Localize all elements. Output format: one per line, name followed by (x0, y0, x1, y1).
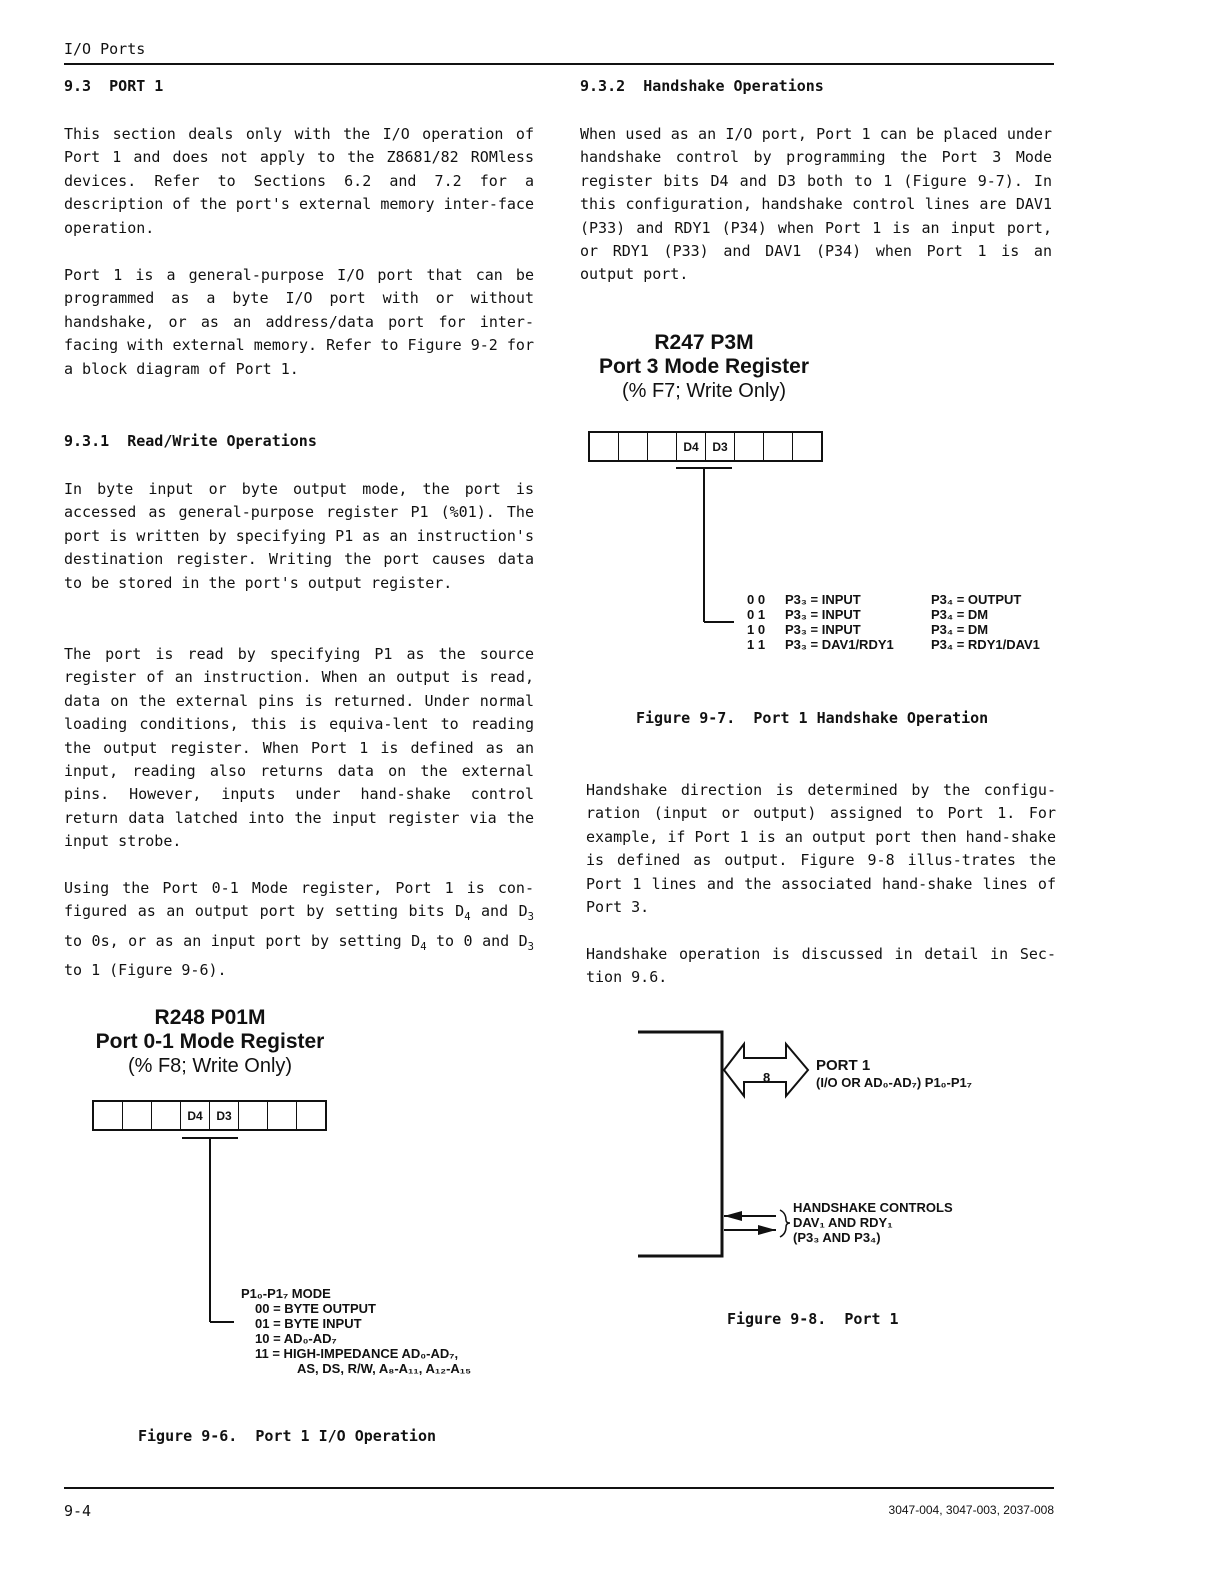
document-numbers: 3047-004, 3047-003, 2037-008 (888, 1503, 1054, 1517)
running-header: I/O Ports (64, 40, 146, 58)
mode-row: 00 = BYTE OUTPUT (255, 1301, 376, 1316)
bit-cell (123, 1102, 152, 1129)
mode-table-p3m (747, 592, 1040, 652)
subscript: 4 (464, 911, 471, 924)
port1-title: PORT 1 (816, 1057, 871, 1074)
bit-cell-d3: D3 (706, 433, 735, 460)
text-part: to 0 and D (426, 931, 528, 950)
mode-row: 01 = BYTE INPUT (255, 1316, 362, 1331)
text-part: to 1 (Figure 9-6). (64, 961, 227, 980)
register-bit-box-p01m (92, 1100, 327, 1131)
register-address: (% F7; Write Only) (621, 380, 787, 402)
paragraph-byte-mode: In byte input or byte output mode, the port is accessed as general-purpose register P1 (%01). The port is written by specifying P1 as an instruction's destination register. Writing the port causes data to be stored in the port's output register. (64, 480, 534, 592)
figure-9-7-caption: Figure 9-7. Port 1 Handshake Operation (636, 709, 989, 727)
paragraph-mode-register (64, 877, 534, 983)
mode-title: P1₀-P1₇ MODE (241, 1286, 331, 1301)
p33-setting: P3₃ = INPUT (785, 607, 861, 622)
p33-setting: P3₃ = INPUT (785, 592, 861, 607)
mode-row (747, 607, 1040, 622)
mode-row: 10 = AD₀-AD₇ (255, 1331, 337, 1346)
mode-row (747, 622, 1040, 637)
register-description: Port 0-1 Mode Register (95, 1030, 325, 1053)
register-title-p01m (60, 1006, 360, 1078)
p34-setting: P3₄ = OUTPUT (931, 592, 1022, 607)
p33-setting: P3₃ = DAV1/RDY1 (785, 637, 894, 652)
bit-cell (297, 1102, 325, 1129)
bit-cell (239, 1102, 268, 1129)
bit-values: 1 1 (747, 637, 766, 652)
p34-setting: P3₄ = DM (931, 622, 989, 637)
bit-cell (648, 433, 677, 460)
bit-cell (764, 433, 793, 460)
figure-9-8-caption: Figure 9-8. Port 1 (727, 1310, 899, 1328)
register-name: R247 P3M (654, 331, 754, 354)
bit-cell (94, 1102, 123, 1129)
port1-label (816, 1057, 972, 1090)
text-part: to 0s, or as an input port by setting D (64, 931, 421, 950)
page-number: 9-4 (64, 1502, 92, 1520)
bit-cell (619, 433, 648, 460)
bit-cell (152, 1102, 181, 1129)
mode-row (747, 637, 1040, 652)
register-name: R248 P01M (154, 1006, 266, 1029)
register-description: Port 3 Mode Register (598, 355, 810, 378)
p34-setting: P3₄ = DM (931, 607, 989, 622)
p34-setting: P3₄ = RDY1/DAV1 (931, 637, 1040, 652)
paragraph-handshake-direction: Handshake direction is determined by the configu-ration (input or output) assigned to Port 1. For example, if Port 1 is an output port then hand-shake is defined as output. Figure 9-8 illus-trates the Port 1 lines and the associated hand-shake lines of Port 3. (586, 781, 1056, 917)
text-part: and D (470, 902, 528, 921)
subscript: 4 (420, 940, 427, 953)
bit-cell-d4: D4 (181, 1102, 210, 1129)
heading-handshake: 9.3.2 Handshake Operations (580, 77, 824, 95)
p33-setting: P3₃ = INPUT (785, 622, 861, 637)
mode-row-continued: AS, DS, R/W, A₈-A₁₁, A₁₂-A₁₅ (297, 1361, 472, 1376)
bit-cell-d4: D4 (677, 433, 706, 460)
connector-lines-fig97 (670, 462, 750, 632)
bit-values: 1 0 (747, 622, 766, 637)
subscript: 3 (527, 940, 534, 953)
mode-row: 11 = HIGH-IMPEDANCE AD₀-AD₇, (255, 1346, 459, 1361)
port1-subtitle: (I/O OR AD₀-AD₇) P1₀-P1₇ (816, 1075, 972, 1090)
bit-cell (735, 433, 764, 460)
paragraph-handshake-control: When used as an I/O port, Port 1 can be placed under handshake control by programming the Port 3 Mode register bits D4 and D3 both to 1 (Figure 9-7). In this configuration, handshake control lines are DAV1 (P33) and RDY1 (P34) when Port 1 is an input port, or RDY1 (P33) and DAV1 (P34) when Port 1 is an output port. (580, 125, 1052, 284)
bit-cell (268, 1102, 297, 1129)
text-part: Using the Port 0-1 Mode register, Port 1 is con-figured as an output port by setting bits D (64, 879, 534, 921)
register-bit-box-p3m (588, 431, 823, 462)
handshake-pins: (P3₃ AND P3₄) (793, 1230, 881, 1245)
handshake-controls-label (793, 1200, 953, 1245)
heading-read-write: 9.3.1 Read/Write Operations (64, 432, 317, 450)
paragraph-port-read: The port is read by specifying P1 as the source register of an instruction. When an output is read, data on the external pins is returned. Under normal loading conditions, this is equiva-lent to reading the output register. When Port 1 is defined as an input, reading also returns data on the external pins. However, inputs under hand-shake control return data latched into the input register via the input strobe. (64, 645, 534, 851)
bit-cell (590, 433, 619, 460)
register-title-p3m (554, 331, 854, 403)
figure-9-6-caption: Figure 9-6. Port 1 I/O Operation (138, 1427, 437, 1445)
register-address: (% F8; Write Only) (127, 1055, 293, 1077)
mode-table-p01m (241, 1286, 471, 1376)
handshake-title: HANDSHAKE CONTROLS (793, 1200, 953, 1215)
bit-cell (793, 433, 821, 460)
paragraph-handshake-section: Handshake operation is discussed in detail in Sec-tion 9.6. (586, 945, 1056, 987)
header-rule (64, 63, 1054, 65)
bit-values: 0 1 (747, 607, 766, 622)
bit-values: 0 0 (747, 592, 766, 607)
footer-rule (64, 1487, 1054, 1489)
paragraph-romless: This section deals only with the I/O operation of Port 1 and does not apply to the Z8681/82 ROMless devices. Refer to Sections 6.2 and 7.2 for a description of the port's external memory inter-face operation. (64, 125, 534, 237)
paragraph-general-purpose: Port 1 is a general-purpose I/O port that can be programmed as a byte I/O port with or without handshake, or as an address/data port for inter-facing with external memory. Refer to Figure 9-2 for a block diagram of Port 1. (64, 266, 534, 378)
bit-cell-d3: D3 (210, 1102, 239, 1129)
heading-port1: 9.3 PORT 1 (64, 77, 164, 95)
handshake-lines: DAV₁ AND RDY₁ (793, 1215, 893, 1230)
bus-width-label: 8 (763, 1070, 771, 1085)
subscript: 3 (527, 911, 534, 924)
mode-row (747, 592, 1040, 607)
